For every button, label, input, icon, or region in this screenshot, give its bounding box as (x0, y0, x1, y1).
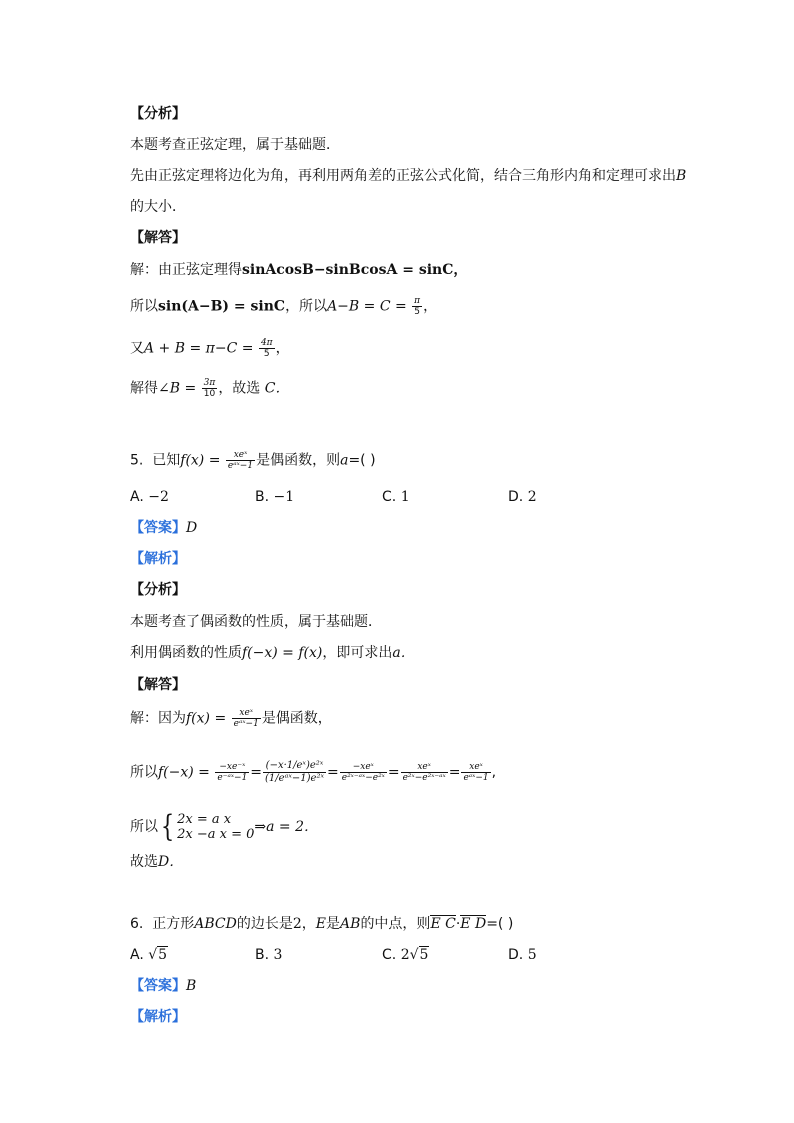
option-d[interactable]: D. 5 (508, 947, 537, 963)
fraction: $\frac{\text{xeˣ}}{\text{e²ˣ−e²ˣ⁻ᵃˣ}}$ (402, 762, 446, 783)
analysis-text: 本题考查了偶函数的性质，属于基础题． (130, 614, 382, 630)
fraction: $\frac{\text{(−x·1/eˣ)e²ˣ}}{\text{(1/eᵃˣ−1)e²ˣ}}$ (265, 760, 325, 784)
analysis-heading: 【分析】 (130, 582, 186, 598)
solution-heading: 【解答】 (130, 230, 186, 246)
analysis-heading: 【分析】 (130, 106, 186, 122)
answer-line: 【答案】B (130, 978, 197, 994)
fraction: $\frac{\text{xeˣ}}{\text{eᵃˣ−1}}$ (227, 450, 254, 471)
option-d[interactable]: D. 2 (508, 489, 537, 505)
vector-ec: E C (430, 916, 456, 932)
option-b[interactable]: B. −1 (255, 489, 295, 505)
solution-line: 解：由正弦定理得sinAcosB−sinBcosA = sinC， (130, 262, 468, 278)
solution-line: 解：因为f(x) = $\frac{\text{xeˣ}}{\text{eᵃˣ−1}}$ 是偶函数， (130, 708, 332, 729)
fraction: $\frac{4\pi}{5}$ (260, 338, 273, 359)
option-a[interactable]: A. −2 (130, 489, 169, 505)
solution-line: 所以f(−x) = $\frac{\text{−xe⁻ˣ}}{\text{e⁻ᵃˣ−1}}$ = $\frac{\text{(−x·1/eˣ)e²ˣ}}{\text{(1/eᵃˣ−1)e²ˣ}}$ = $\frac{\text{−xeˣ}}{\text{e²ˣ⁻ᵃˣ−e²ˣ}}$ = $\frac{\text{xeˣ}}{\text{e²ˣ−e²ˣ⁻ᵃˣ}}$ = $\frac{\text{xeˣ}}{\text{eᵃˣ−1}}$ , (130, 760, 497, 784)
solution-line: 所以{ 2x = a x 2x −a x = 0 ⇒a = 2． (130, 809, 318, 844)
solution-line: 又A + B = π−C = $\frac{4\pi}{5}$ ， (130, 338, 290, 359)
question-6: 6. 正方形ABCD的边长是2，E是AB的中点，则E C·E D=( ) (130, 916, 514, 932)
analysis-text: 利用偶函数的性质f(−x) = f(x)，即可求出a． (130, 645, 415, 661)
question-5-options (130, 487, 630, 507)
equation-system: 2x = a x 2x −a x = 0 (177, 812, 255, 842)
answer-line: 【答案】D (130, 520, 198, 536)
analysis-text: 本题考查正弦定理，属于基础题． (130, 137, 340, 153)
solution-line: 解得∠B = $\frac{3\pi}{10}$ ，故选 C． (130, 378, 290, 399)
answer-label: 【答案】 (130, 978, 186, 994)
left-brace: { (160, 809, 175, 844)
option-b[interactable]: B. 3 (255, 947, 283, 963)
option-c[interactable]: C. 1 (382, 489, 410, 505)
explain-heading: 【解析】 (130, 1009, 186, 1025)
vector-ed: E D (460, 916, 487, 932)
fraction: $\frac{\text{xeˣ}}{\text{eᵃˣ−1}}$ (463, 762, 489, 783)
fraction: $\frac{\pi}{5}$ (414, 296, 421, 317)
fraction: $\frac{\text{−xeˣ}}{\text{e²ˣ⁻ᵃˣ−e²ˣ}}$ (341, 762, 385, 783)
question-5: 5. 已知f(x) = $\frac{\text{xeˣ}}{\text{eᵃˣ−1}}$ 是偶函数，则a=( ) (130, 450, 376, 471)
question-6-options (130, 945, 630, 965)
analysis-text: 先由正弦定理将边化为角，再利用两角差的正弦公式化简，结合三角形内角和定理可求出B (130, 168, 687, 184)
fraction: $\frac{\text{−xe⁻ˣ}}{\text{e⁻ᵃˣ−1}}$ (217, 762, 248, 783)
analysis-text: 的大小． (130, 199, 186, 215)
solution-line: 所以sin(A−B) = sinC，所以A−B = C = $\frac{\pi}{5}$ ， (130, 296, 438, 317)
explain-heading: 【解析】 (130, 551, 186, 567)
fraction: $\frac{3\pi}{10}$ (203, 378, 216, 399)
option-a[interactable]: A. √5 (130, 947, 168, 963)
answer-label: 【答案】 (130, 520, 186, 536)
solution-line: 故选D． (130, 854, 184, 870)
option-c[interactable]: C. 2√5 (382, 947, 429, 963)
solution-heading: 【解答】 (130, 677, 186, 693)
fraction: $\frac{\text{xeˣ}}{\text{eᵃˣ−1}}$ (233, 708, 259, 729)
